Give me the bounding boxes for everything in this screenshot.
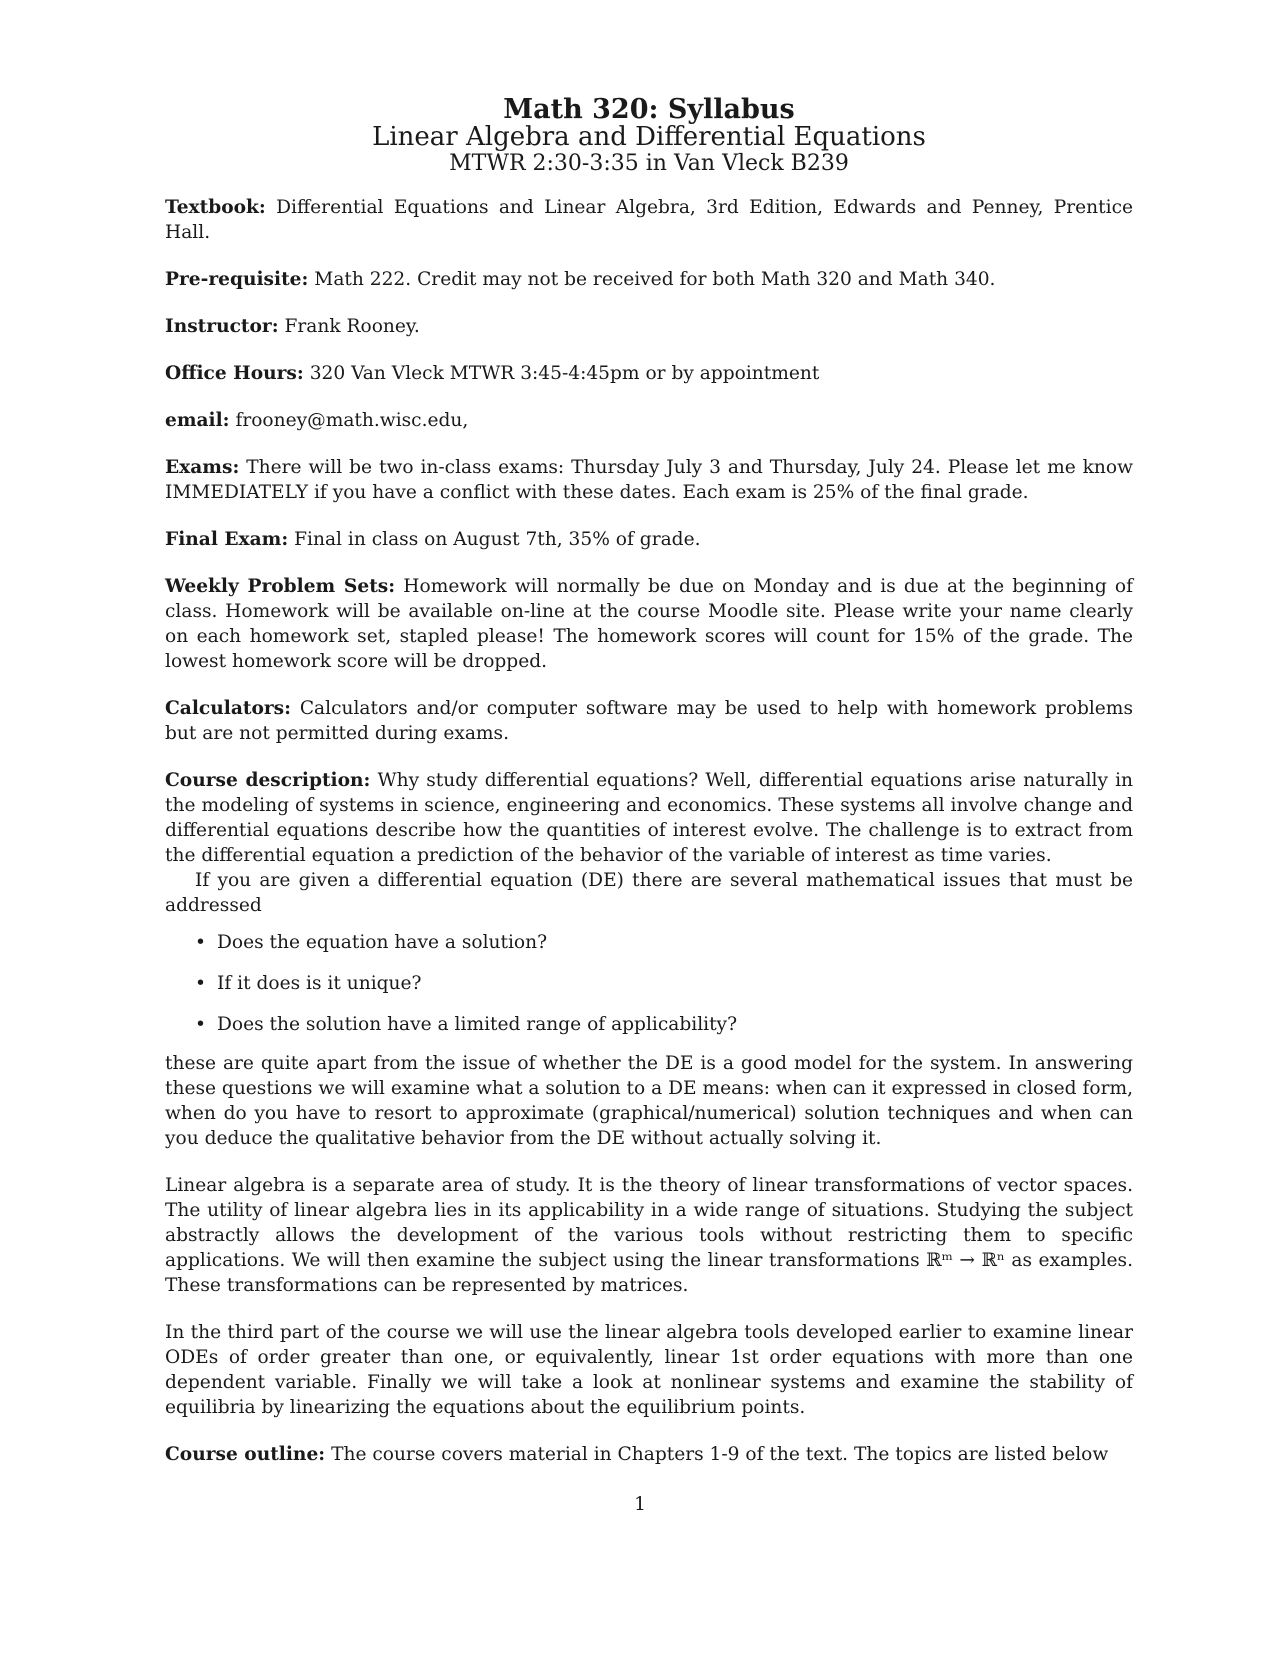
course-description-text: Why study differential equations? Well, differential equations arise naturally in the modeling of systems in science, engineering and economics. These systems all involve change and differential equations describe how the quantities of interest evolve. The challenge is to extract from the differential equation a prediction of the behavior of the variable of interest as time varies. xyxy=(165,769,1133,866)
document-header xyxy=(165,96,1133,175)
office-hours-text: 320 Van Vleck MTWR 3:45-4:45pm or by appointment xyxy=(309,362,820,384)
exams-label: Exams: xyxy=(165,456,240,478)
exams-text: There will be two in-class exams: Thursday July 3 and Thursday, July 24. Please let me know IMMEDIATELY if you have a conflict with these dates. Each exam is 25% of the final grade. xyxy=(165,456,1133,503)
issues-list xyxy=(165,930,1133,1037)
instructor-label: Instructor: xyxy=(165,315,279,337)
syllabus-page xyxy=(165,96,1133,1467)
calculators-label: Calculators: xyxy=(165,697,291,719)
problem-sets-text: Homework will normally be due on Monday and is due at the beginning of class. Homework will be available on-line at the course Moodle site. Please write your name clearly on each homework set, stapled please! The homework scores will count for 15% of the grade. The lowest homework score will be dropped. xyxy=(165,575,1133,672)
problem-sets-section xyxy=(165,574,1133,674)
linear-algebra-text-a: Linear algebra is a separate area of study. It is the theory of linear transformations of vector spaces. The utility of linear algebra lies in its applicability in a wide range of situations. Studying the subject abstractly allows the development of the various tools without restricting them to specific applications. We will then examine the subject using the linear transformations xyxy=(165,1174,1133,1271)
final-exam-label: Final Exam: xyxy=(165,528,289,550)
prerequisite-text: Math 222. Credit may not be received for both Math 320 and Math 340. xyxy=(314,268,996,290)
course-description-intro: If you are given a differential equation (DE) there are several mathematical issues that must be addressed xyxy=(165,869,1133,916)
textbook-text: Differential Equations and Linear Algebra, 3rd Edition, Edwards and Penney, Prentice Hall. xyxy=(165,196,1133,243)
linear-transform-formula: ℝᵐ → ℝⁿ xyxy=(926,1249,1005,1271)
list-item: • Does the solution have a limited range of applicability? xyxy=(165,1012,1133,1037)
office-hours-label: Office Hours: xyxy=(165,362,304,384)
list-item: • Does the equation have a solution? xyxy=(165,930,1133,955)
prerequisite-label: Pre-requisite: xyxy=(165,268,309,290)
course-description-label: Course description: xyxy=(165,769,371,791)
instructor-section xyxy=(165,314,1133,339)
textbook-section xyxy=(165,195,1133,245)
calculators-section xyxy=(165,696,1133,746)
after-bullets-paragraph: these are quite apart from the issue of whether the DE is a good model for the system. In answering these questions we will examine what a solution to a DE means: when can it expressed in closed form, when do you have to resort to approximate (graphical/numerical) solution techniques and when can you deduce the qualitative behavior from the DE without actually solving it. xyxy=(165,1052,1133,1149)
course-outline-text: The course covers material in Chapters 1-9 of the text. The topics are listed below xyxy=(331,1443,1109,1465)
final-exam-text: Final in class on August 7th, 35% of grade. xyxy=(294,528,701,550)
linear-algebra-text-b: as examples. These transformations can be represented by matrices. xyxy=(165,1249,1133,1296)
third-part-paragraph: In the third part of the course we will use the linear algebra tools developed earlier to examine linear ODEs of order greater than one, or equivalently, linear 1st order equations with more than one dependent variable. Finally we will take a look at nonlinear systems and examine the stability of equilibria by linearizing the equations about the equilibrium points. xyxy=(165,1321,1133,1418)
instructor-text: Frank Rooney. xyxy=(284,315,420,337)
calculators-text: Calculators and/or computer software may be used to help with homework problems but are not permitted during exams. xyxy=(165,697,1133,744)
exams-section xyxy=(165,455,1133,505)
page-number: 1 xyxy=(634,1494,646,1515)
office-hours-section xyxy=(165,361,1133,386)
page-subtitle: Linear Algebra and Differential Equations xyxy=(372,122,926,153)
prerequisite-section xyxy=(165,267,1133,292)
final-exam-section xyxy=(165,527,1133,552)
email-label: email: xyxy=(165,409,230,431)
list-item: • If it does is it unique? xyxy=(165,971,1133,996)
email-section xyxy=(165,408,1133,433)
linear-algebra-paragraph xyxy=(165,1173,1133,1298)
course-outline-label: Course outline: xyxy=(165,1443,326,1465)
textbook-label: Textbook: xyxy=(165,196,266,218)
page-title: Math 320: Syllabus xyxy=(503,94,795,125)
course-outline-section xyxy=(165,1442,1133,1467)
class-schedule: MTWR 2:30-3:35 in Van Vleck B239 xyxy=(449,150,849,176)
problem-sets-label: Weekly Problem Sets: xyxy=(165,575,396,597)
email-link[interactable]: frooney@math.wisc.edu, xyxy=(235,409,469,431)
course-description-section xyxy=(165,768,1133,1151)
course-description-paragraph xyxy=(165,768,1133,868)
